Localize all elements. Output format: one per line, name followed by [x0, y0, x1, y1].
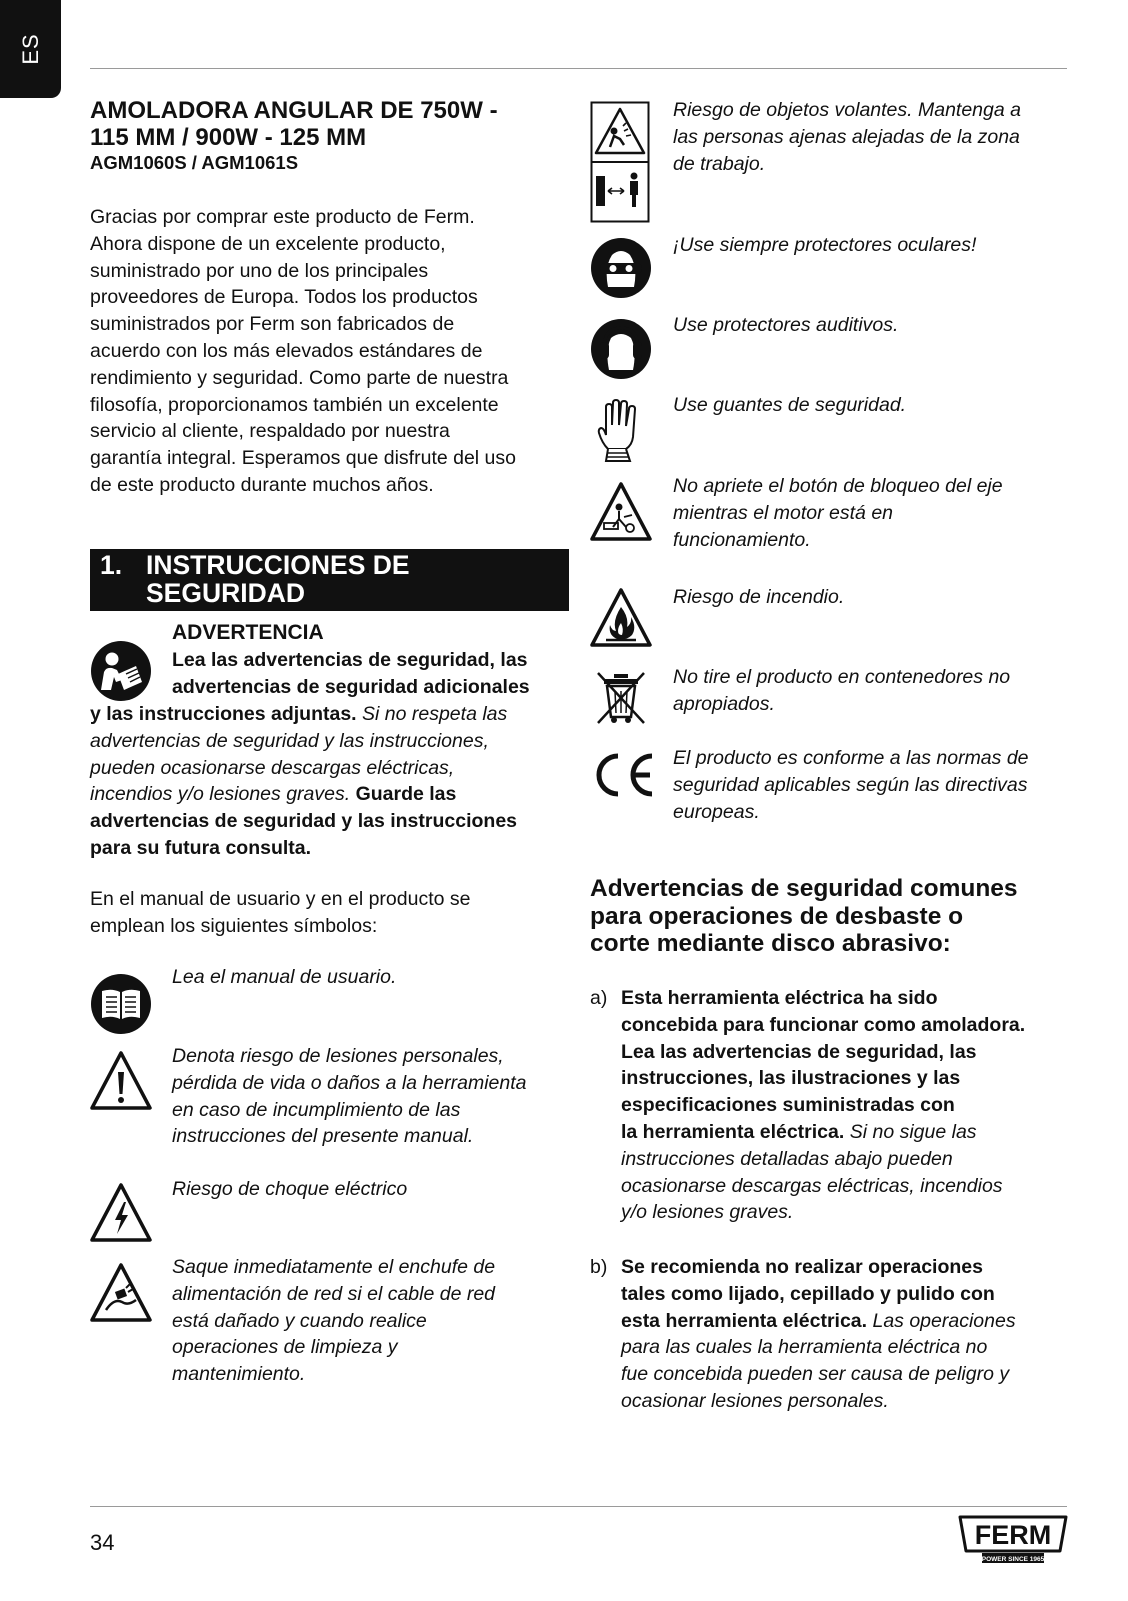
- warning-bold: y las instrucciones adjuntas.: [90, 703, 357, 725]
- product-header: [90, 97, 570, 175]
- list-line-mixed: [621, 1308, 1016, 1335]
- manual-book-icon: [90, 973, 152, 1035]
- bottom-rule: [90, 1506, 1067, 1507]
- warning-triangle-icon: [90, 1050, 152, 1112]
- symbol-line: Riesgo de choque eléctrico: [172, 1178, 408, 1200]
- warning-line: advertencias de seguridad y las instrucciones: [90, 810, 518, 833]
- list-line: instrucciones detalladas abajo pueden: [621, 1147, 953, 1170]
- warning-italic: incendios y/o lesiones graves.: [90, 783, 351, 806]
- symbol-description: [172, 1043, 572, 1150]
- symbol-line: No tire el producto en contenedores no: [673, 666, 1011, 688]
- list-line: fue concebida pueden ser causa de peligro y: [621, 1363, 1010, 1386]
- symbol-line: Riesgo de incendio.: [673, 586, 845, 608]
- symbol-line: ¡Use siempre protectores oculares!: [673, 234, 977, 256]
- common-warnings-heading: [590, 875, 1070, 958]
- warning-bold: Guarde las: [350, 783, 457, 806]
- symbol-description: [673, 97, 1073, 177]
- symbol-line: El producto es conforme a las normas de: [673, 747, 1029, 769]
- flying-objects-icon: [590, 101, 650, 223]
- symbol-description: [172, 1176, 572, 1203]
- intro-line: de este producto durante muchos años.: [90, 473, 434, 496]
- symbol-line: funcionamiento.: [673, 528, 811, 551]
- warning-line: Lea las advertencias de seguridad, las: [172, 648, 528, 671]
- list-line: instrucciones, las ilustraciones y las: [621, 1067, 961, 1090]
- symbols-intro-line: En el manual de usuario y en el producto se: [90, 888, 471, 910]
- electric-shock-icon: [90, 1182, 152, 1244]
- eye-protection-icon: [590, 237, 652, 299]
- logo-tagline: POWER SINCE 1965: [981, 1556, 1045, 1563]
- symbols-intro: [90, 886, 570, 940]
- list-line: ocasionarse descargas eléctricas, incendios: [621, 1174, 1003, 1197]
- intro-line: Ahora dispone de un excelente producto,: [90, 232, 446, 255]
- symbol-description: [673, 473, 1073, 553]
- symbol-line: en caso de incumplimiento de las: [172, 1098, 461, 1121]
- list-italic: Si no sigue las: [844, 1120, 977, 1143]
- list-italic: Las operaciones: [867, 1309, 1016, 1332]
- warning-line-3: [90, 701, 570, 728]
- symbol-line: está dañado y cuando realice: [172, 1309, 427, 1332]
- warning-body: [90, 701, 570, 862]
- symbol-line: Lea el manual de usuario.: [172, 966, 397, 988]
- symbol-description: [673, 232, 1073, 259]
- intro-line: servicio al cliente, respaldado por nuestra: [90, 420, 450, 443]
- warning-line: pueden ocasionarse descargas eléctricas,: [90, 756, 455, 779]
- heading-line: para operaciones de desbaste o: [590, 902, 964, 930]
- symbol-line: alimentación de red si el cable de red: [172, 1282, 496, 1305]
- language-label: ES: [17, 33, 43, 65]
- symbol-line: mientras el motor está en: [673, 501, 894, 524]
- symbol-line: Denota riesgo de lesiones personales,: [172, 1045, 504, 1067]
- list-line-mixed: [621, 1119, 1025, 1146]
- page-number: 34: [90, 1530, 115, 1555]
- symbol-line: operaciones de limpieza y: [172, 1336, 398, 1359]
- symbol-description: [172, 1254, 572, 1388]
- symbol-line: Use guantes de seguridad.: [673, 394, 907, 416]
- intro-line: suministrado por uno de los principales: [90, 259, 429, 282]
- warning-heading-block: [172, 620, 572, 700]
- wee-bin-icon: [594, 669, 648, 725]
- list-line: Lea las advertencias de seguridad, las: [621, 1040, 977, 1063]
- warning-italic: Si no respeta las: [356, 703, 508, 725]
- list-content: [621, 1254, 1016, 1415]
- top-rule: [90, 68, 1067, 69]
- symbol-description: [172, 964, 572, 991]
- warning-line-6: [90, 781, 570, 808]
- list-label: b): [590, 1256, 608, 1278]
- spindle-lock-icon: [590, 481, 652, 543]
- unplug-icon: [90, 1262, 152, 1324]
- list-line: tales como lijado, cepillado y pulido con: [621, 1282, 995, 1305]
- symbol-line: de trabajo.: [673, 152, 766, 175]
- heading-line: corte mediante disco abrasivo:: [590, 930, 951, 957]
- list-line: Esta herramienta eléctrica ha sido: [621, 987, 938, 1009]
- list-line: Se recomienda no realizar operaciones: [621, 1256, 983, 1278]
- section-number: 1.: [100, 550, 123, 580]
- symbol-line: pérdida de vida o daños a la herramienta: [172, 1071, 527, 1094]
- intro-line: suministrados por Ferm son fabricados de: [90, 313, 455, 336]
- list-content: [621, 985, 1025, 1226]
- symbol-description: [673, 392, 1073, 419]
- intro-line: proveedores de Europa. Todos los productos: [90, 286, 478, 309]
- list-label: a): [590, 987, 608, 1009]
- symbol-line: seguridad aplicables según las directivas: [673, 773, 1028, 796]
- language-tab: [0, 0, 61, 98]
- heading-line: Advertencias de seguridad comunes: [590, 875, 1018, 902]
- section-title: [146, 551, 410, 607]
- gloves-icon: [596, 397, 646, 463]
- warning-line: advertencias de seguridad y las instrucciones,: [90, 729, 489, 752]
- ferm-logo: [956, 1513, 1070, 1565]
- intro-paragraph: [90, 204, 570, 499]
- fire-icon: [590, 587, 652, 649]
- intro-line: filosofía, proporcionamos también un excelente: [90, 393, 499, 416]
- intro-line: acuerdo con los más elevados estándares de: [90, 339, 483, 362]
- list-bold: la herramienta eléctrica.: [621, 1120, 845, 1143]
- symbol-line: europeas.: [673, 800, 760, 823]
- symbol-description: [673, 584, 1073, 611]
- symbol-line: No apriete el botón de bloqueo del eje: [673, 475, 1003, 497]
- warning-heading: ADVERTENCIA: [172, 621, 324, 644]
- read-manual-person-icon: [90, 640, 152, 702]
- logo-text: FERM: [974, 1520, 1052, 1550]
- section-title-line-2: SEGURIDAD: [146, 578, 306, 608]
- list-line: para las cuales la herramienta eléctrica no: [621, 1336, 988, 1359]
- intro-line: rendimiento y seguridad. Como parte de nuestra: [90, 366, 509, 389]
- symbol-line: apropiados.: [673, 692, 775, 715]
- intro-line: garantía integral. Esperamos que disfrute del uso: [90, 447, 517, 470]
- symbol-line: las personas ajenas alejadas de la zona: [673, 125, 1020, 148]
- list-line: concebida para funcionar como amoladora.: [621, 1013, 1026, 1036]
- symbol-description: [673, 745, 1073, 825]
- section-title-line-1: INSTRUCCIONES DE: [146, 550, 410, 580]
- section-heading-bar: [90, 549, 569, 611]
- ear-protection-icon: [590, 318, 652, 380]
- symbol-description: [673, 664, 1073, 718]
- symbols-intro-line: emplean los siguientes símbolos:: [90, 914, 378, 937]
- symbol-description: [673, 312, 1073, 339]
- symbol-line: instrucciones del presente manual.: [172, 1125, 474, 1148]
- symbol-line: Use protectores auditivos.: [673, 314, 899, 336]
- model-numbers: AGM1060S / AGM1061S: [90, 152, 299, 173]
- list-line: especificaciones suministradas con: [621, 1094, 955, 1117]
- warning-line: advertencias de seguridad adicionales: [172, 675, 530, 698]
- symbol-line: Saque inmediatamente el enchufe de: [172, 1256, 496, 1278]
- page-title-line-2: 115 MM / 900W - 125 MM: [90, 124, 367, 151]
- list-line: y/o lesiones graves.: [621, 1201, 794, 1224]
- symbol-line: Riesgo de objetos volantes. Mantenga a: [673, 99, 1021, 121]
- page-title-line-1: AMOLADORA ANGULAR DE 750W -: [90, 97, 498, 124]
- list-item-a: [590, 985, 1070, 1225]
- list-bold: esta herramienta eléctrica.: [621, 1309, 868, 1332]
- warning-line: para su futura consulta.: [90, 836, 312, 859]
- list-line: ocasionar lesiones personales.: [621, 1389, 889, 1412]
- intro-line: Gracias por comprar este producto de Ferm.: [90, 206, 475, 228]
- list-item-b: [590, 1254, 1070, 1414]
- symbol-line: mantenimiento.: [172, 1363, 306, 1386]
- ce-mark-icon: [590, 752, 656, 798]
